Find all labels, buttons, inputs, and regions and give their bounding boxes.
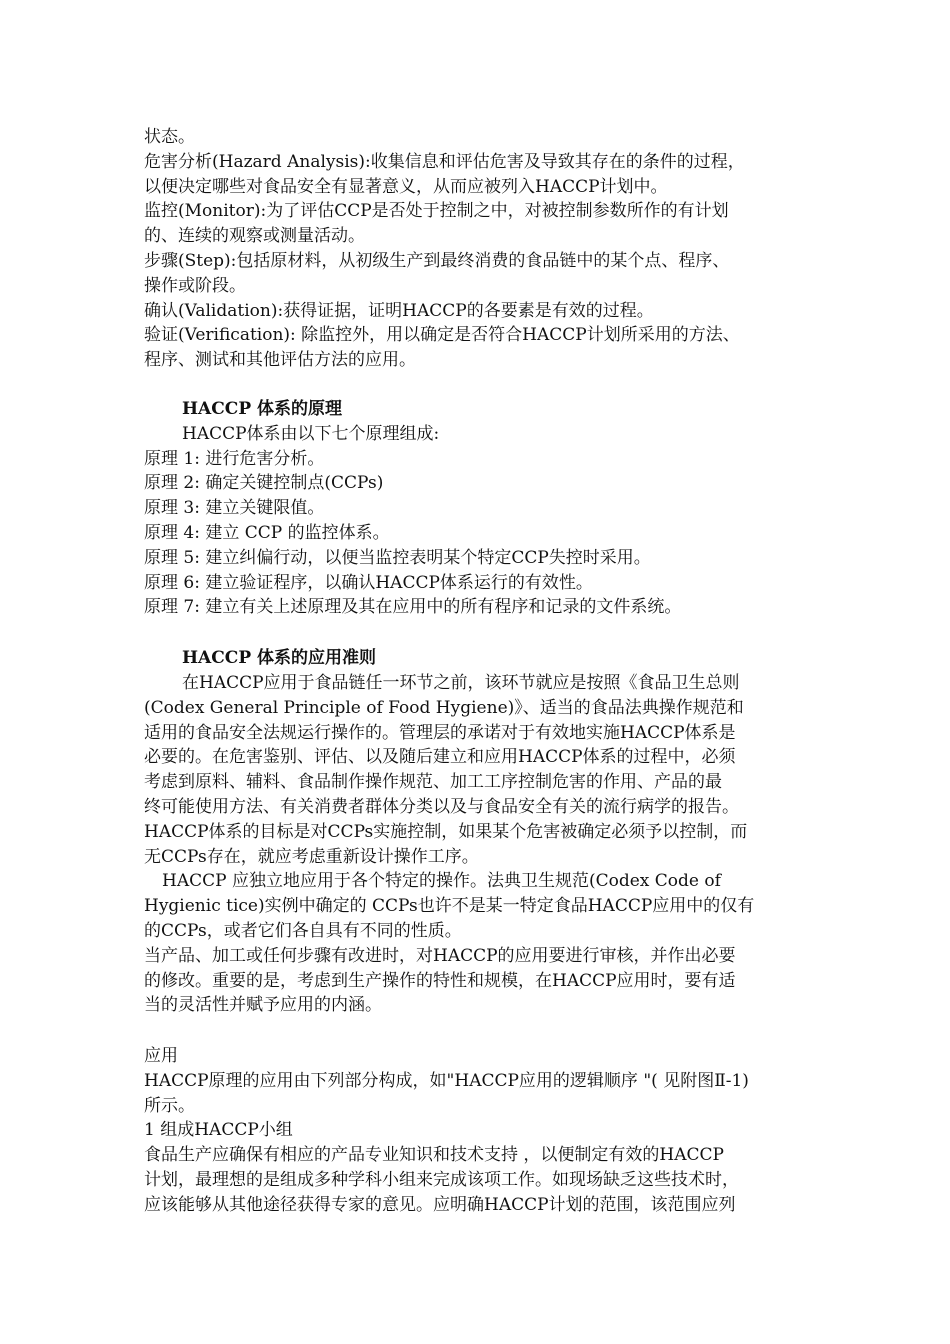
- principle-item: 原理 4: 建立 CCP 的监控体系。: [144, 522, 390, 543]
- text-line: 步骤(Step):包括原材料，从初级生产到最终消费的食品链中的某个点、程序、: [144, 250, 730, 271]
- principle-item: 原理 2: 确定关键控制点(CCPs): [144, 473, 384, 494]
- text-line: 操作或阶段。: [144, 275, 246, 296]
- text-line: 危害分析(Hazard Analysis):收集信息和评估危害及导致其存在的条件的过程，: [144, 151, 745, 172]
- text-line: 的修改。重要的是，考虑到生产操作的特性和规模，在HACCP应用时，要有适: [144, 970, 736, 991]
- text-line: 必要的。在危害鉴别、评估、以及随后建立和应用HACCP体系的过程中，必须: [144, 747, 736, 768]
- text-line: 适用的食品安全法规运行操作的。管理层的承诺对于有效地实施HACCP体系是: [144, 722, 736, 743]
- text-line: HACCP 应独立地应用于各个特定的操作。法典卫生规范(Codex Code of: [162, 871, 721, 892]
- text-line: HACCP原理的应用由下列部分构成，如"HACCP应用的逻辑顺序 "( 见附图Ⅱ-1): [144, 1070, 749, 1091]
- text-line: 状态。: [144, 127, 195, 147]
- text-line: 程序、测试和其他评估方法的应用。: [144, 350, 416, 371]
- text-line: 所示。: [144, 1095, 195, 1116]
- text-line: 以便决定哪些对食品安全有显著意义，从而应被列入HACCP计划中。: [144, 176, 668, 197]
- principle-item: 原理 3: 建立关键限值。: [144, 498, 325, 519]
- section-heading: 应用: [144, 1046, 178, 1067]
- text-line: 的CCPs，或者它们各自具有不同的性质。: [144, 920, 462, 941]
- principle-item: 原理 1: 进行危害分析。: [144, 448, 325, 469]
- section-intro: HACCP体系由以下七个原理组成:: [182, 423, 440, 444]
- document-body: [144, 125, 808, 1218]
- subsection-title: 1 组成HACCP小组: [144, 1120, 293, 1141]
- text-line: 应该能够从其他途径获得专家的意见。应明确HACCP计划的范围，该范围应列: [144, 1194, 736, 1215]
- principles-section: [144, 397, 808, 620]
- text-line: Hygienic tice)实例中确定的 CCPs也许不是某一特定食品HACCP应用中的仅有: [144, 896, 755, 917]
- text-line: 在HACCP应用于食品链任一环节之前，该环节就应是按照《食品卫生总则: [182, 672, 740, 693]
- text-line: 考虑到原料、辅料、食品制作操作规范、加工工序控制危害的作用、产品的最: [144, 772, 722, 793]
- text-line: 确认(Validation):获得证据，证明HACCP的各要素是有效的过程。: [144, 300, 654, 321]
- definitions-block: [144, 125, 808, 373]
- section-heading: HACCP 体系的原理: [182, 398, 343, 419]
- text-line: 无CCPs存在，就应考虑重新设计操作工序。: [144, 846, 479, 867]
- text-line: 计划，最理想的是组成多种学科小组来完成该项工作。如现场缺乏这些技术时，: [144, 1170, 739, 1191]
- text-line: 当产品、加工或任何步骤有改进时，对HACCP的应用要进行审核，并作出必要: [144, 945, 736, 966]
- principle-item: 原理 7: 建立有关上述原理及其在应用中的所有程序和记录的文件系统。: [144, 597, 682, 618]
- text-line: 终可能使用方法、有关消费者群体分类以及与食品安全有关的流行病学的报告。: [144, 796, 739, 817]
- principle-item: 原理 6: 建立验证程序，以确认HACCP体系运行的有效性。: [144, 572, 593, 593]
- section-heading: HACCP 体系的应用准则: [182, 648, 377, 669]
- text-line: 监控(Monitor):为了评估CCP是否处于控制之中，对被控制参数所作的有计划: [144, 201, 729, 222]
- text-line: 食品生产应确保有相应的产品专业知识和技术支持 ，以便制定有效的HACCP: [144, 1145, 724, 1166]
- application-section: [144, 1044, 808, 1218]
- text-line: 的、连续的观察或测量活动。: [144, 226, 365, 247]
- text-line: (Codex General Principle of Food Hygiene)》、适当的食品法典操作规范和: [144, 697, 744, 718]
- principle-item: 原理 5: 建立纠偏行动，以便当监控表明某个特定CCP失控时采用。: [144, 547, 651, 568]
- text-line: HACCP体系的目标是对CCPs实施控制，如果某个危害被确定必须予以控制，而: [144, 821, 748, 842]
- text-line: 当的灵活性并赋予应用的内涵。: [144, 995, 382, 1016]
- text-line: 验证(Verification): 除监控外，用以确定是否符合HACCP计划所采用的方法、: [144, 325, 740, 346]
- guidelines-section: [144, 646, 808, 1018]
